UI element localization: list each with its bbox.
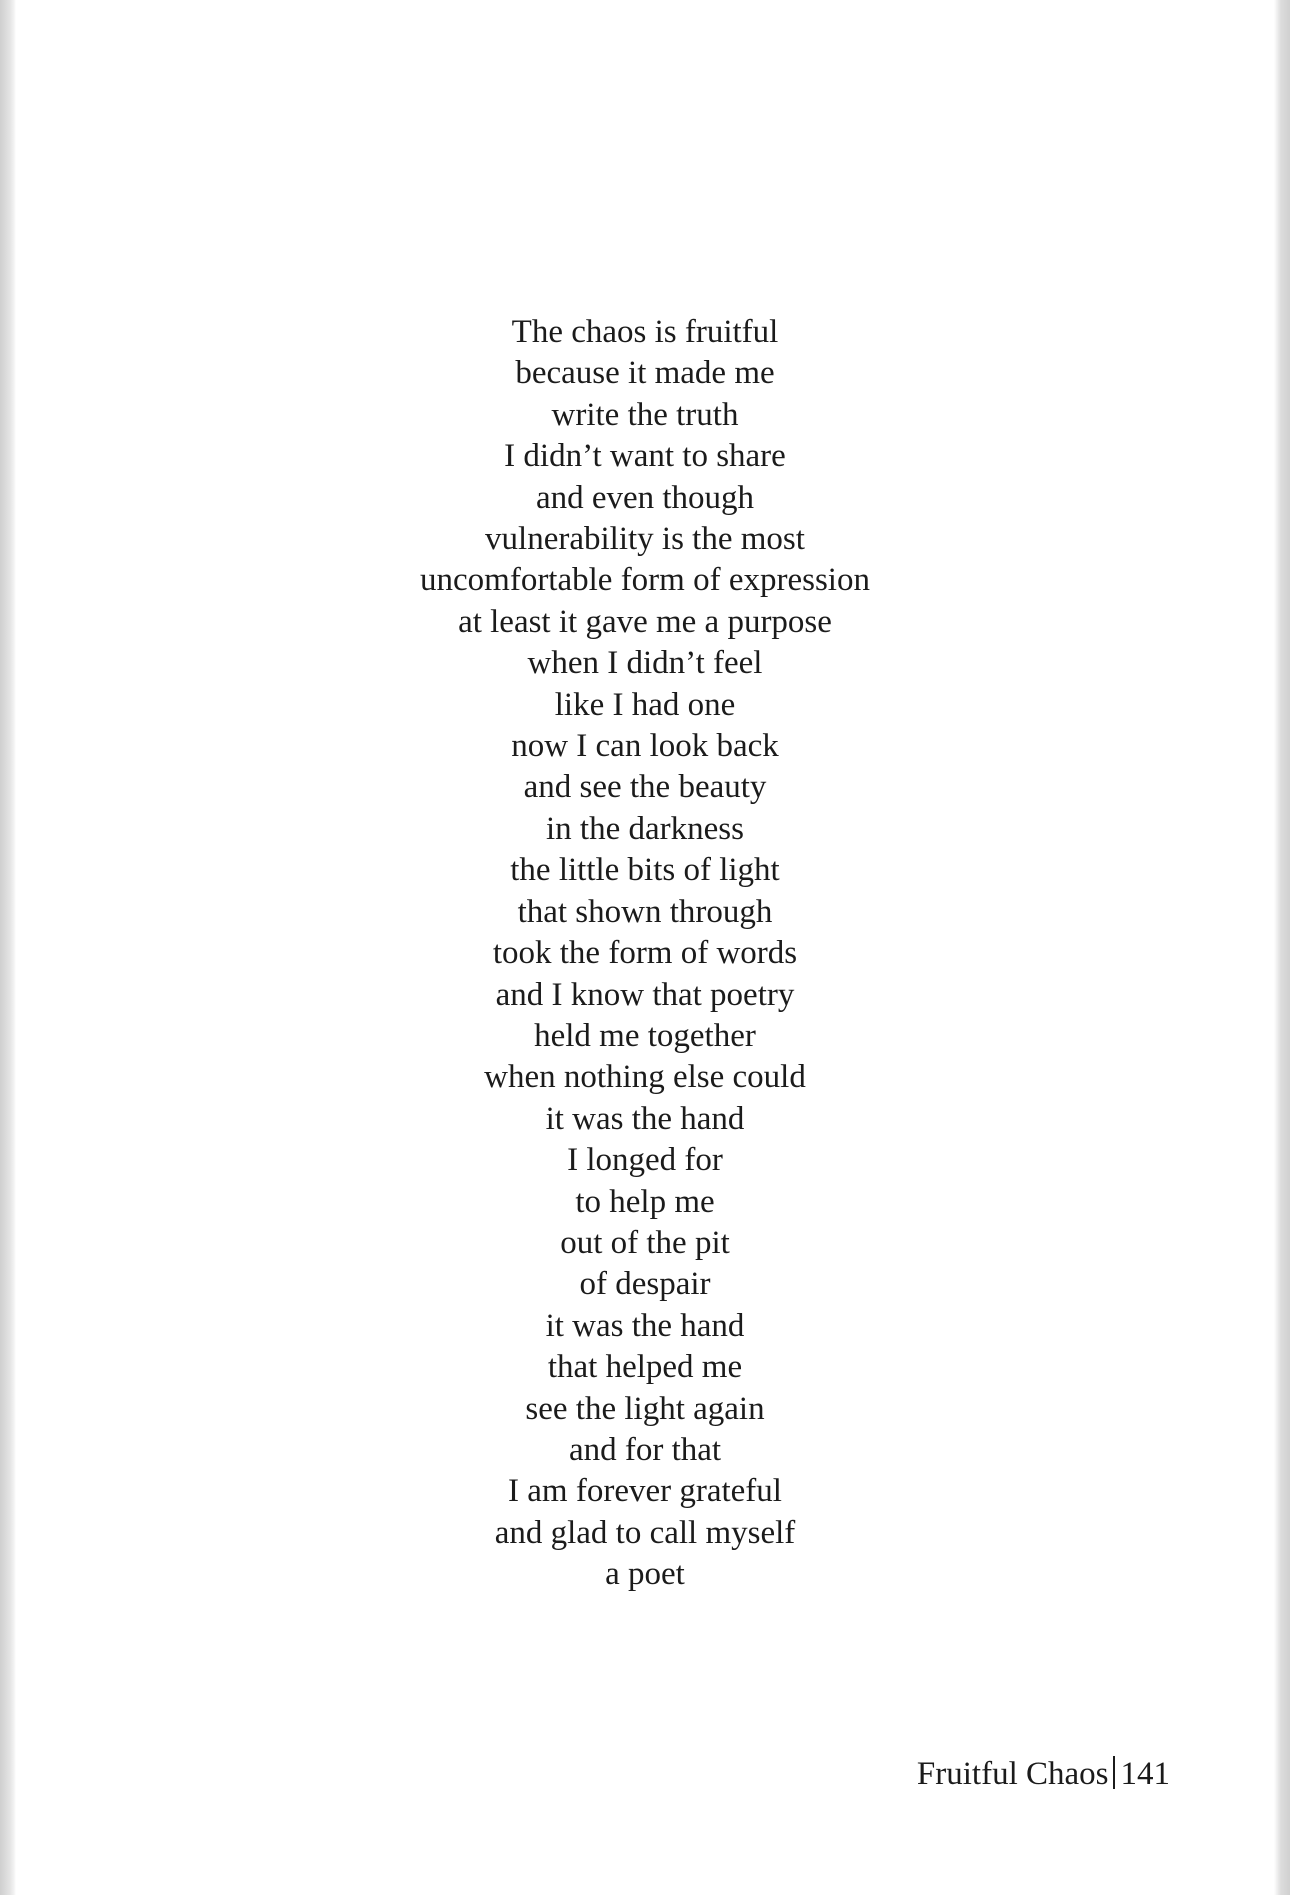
poem-line: see the light again: [525, 1390, 765, 1427]
poem-line: vulnerability is the most: [485, 521, 805, 558]
poem-line: held me together: [534, 1017, 756, 1054]
poem-line: and for that: [568, 1431, 722, 1468]
poem-line: because it made me: [515, 355, 775, 392]
page-footer: [917, 1756, 1170, 1793]
book-title: Fruitful Chaos: [916, 1756, 1109, 1792]
poem-line: took the form of words: [492, 935, 798, 972]
poem-line: it was the hand: [545, 1100, 745, 1137]
poem-line: at least it gave me a purpose: [458, 603, 832, 640]
poem-line: that shown through: [517, 893, 773, 930]
poem-line: when nothing else could: [484, 1059, 806, 1096]
poem-line: that helped me: [547, 1349, 743, 1386]
poem-line: to help me: [575, 1183, 715, 1220]
page-number: 141: [1120, 1756, 1170, 1792]
poem-line: and I know that poetry: [495, 976, 795, 1013]
poem-line: write the truth: [551, 396, 739, 433]
poem-line: in the darkness: [546, 810, 744, 847]
poem-line: and see the beauty: [523, 769, 767, 806]
poem-line: uncomfortable form of expression: [420, 562, 870, 599]
poem-line: when I didn’t feel: [527, 645, 763, 682]
poem-line: like I had one: [554, 686, 736, 723]
poem-line: out of the pit: [560, 1224, 730, 1261]
poem-line: and glad to call myself: [494, 1514, 796, 1551]
book-page: [16, 0, 1274, 1895]
poem-line: a poet: [605, 1556, 685, 1593]
poem-line: I didn’t want to share: [504, 438, 786, 475]
poem-line: the little bits of light: [510, 852, 780, 889]
poem-line: and even though: [535, 479, 755, 516]
poem-line: it was the hand: [545, 1307, 745, 1344]
poem-line: The chaos is fruitful: [511, 314, 779, 350]
poem-line: of despair: [579, 1266, 711, 1303]
poem-line: now I can look back: [511, 728, 779, 765]
footer-separator: [1113, 1756, 1115, 1789]
poem-line: I longed for: [567, 1142, 723, 1179]
poem-line: I am forever grateful: [508, 1473, 782, 1510]
poem: [16, 312, 1274, 1596]
